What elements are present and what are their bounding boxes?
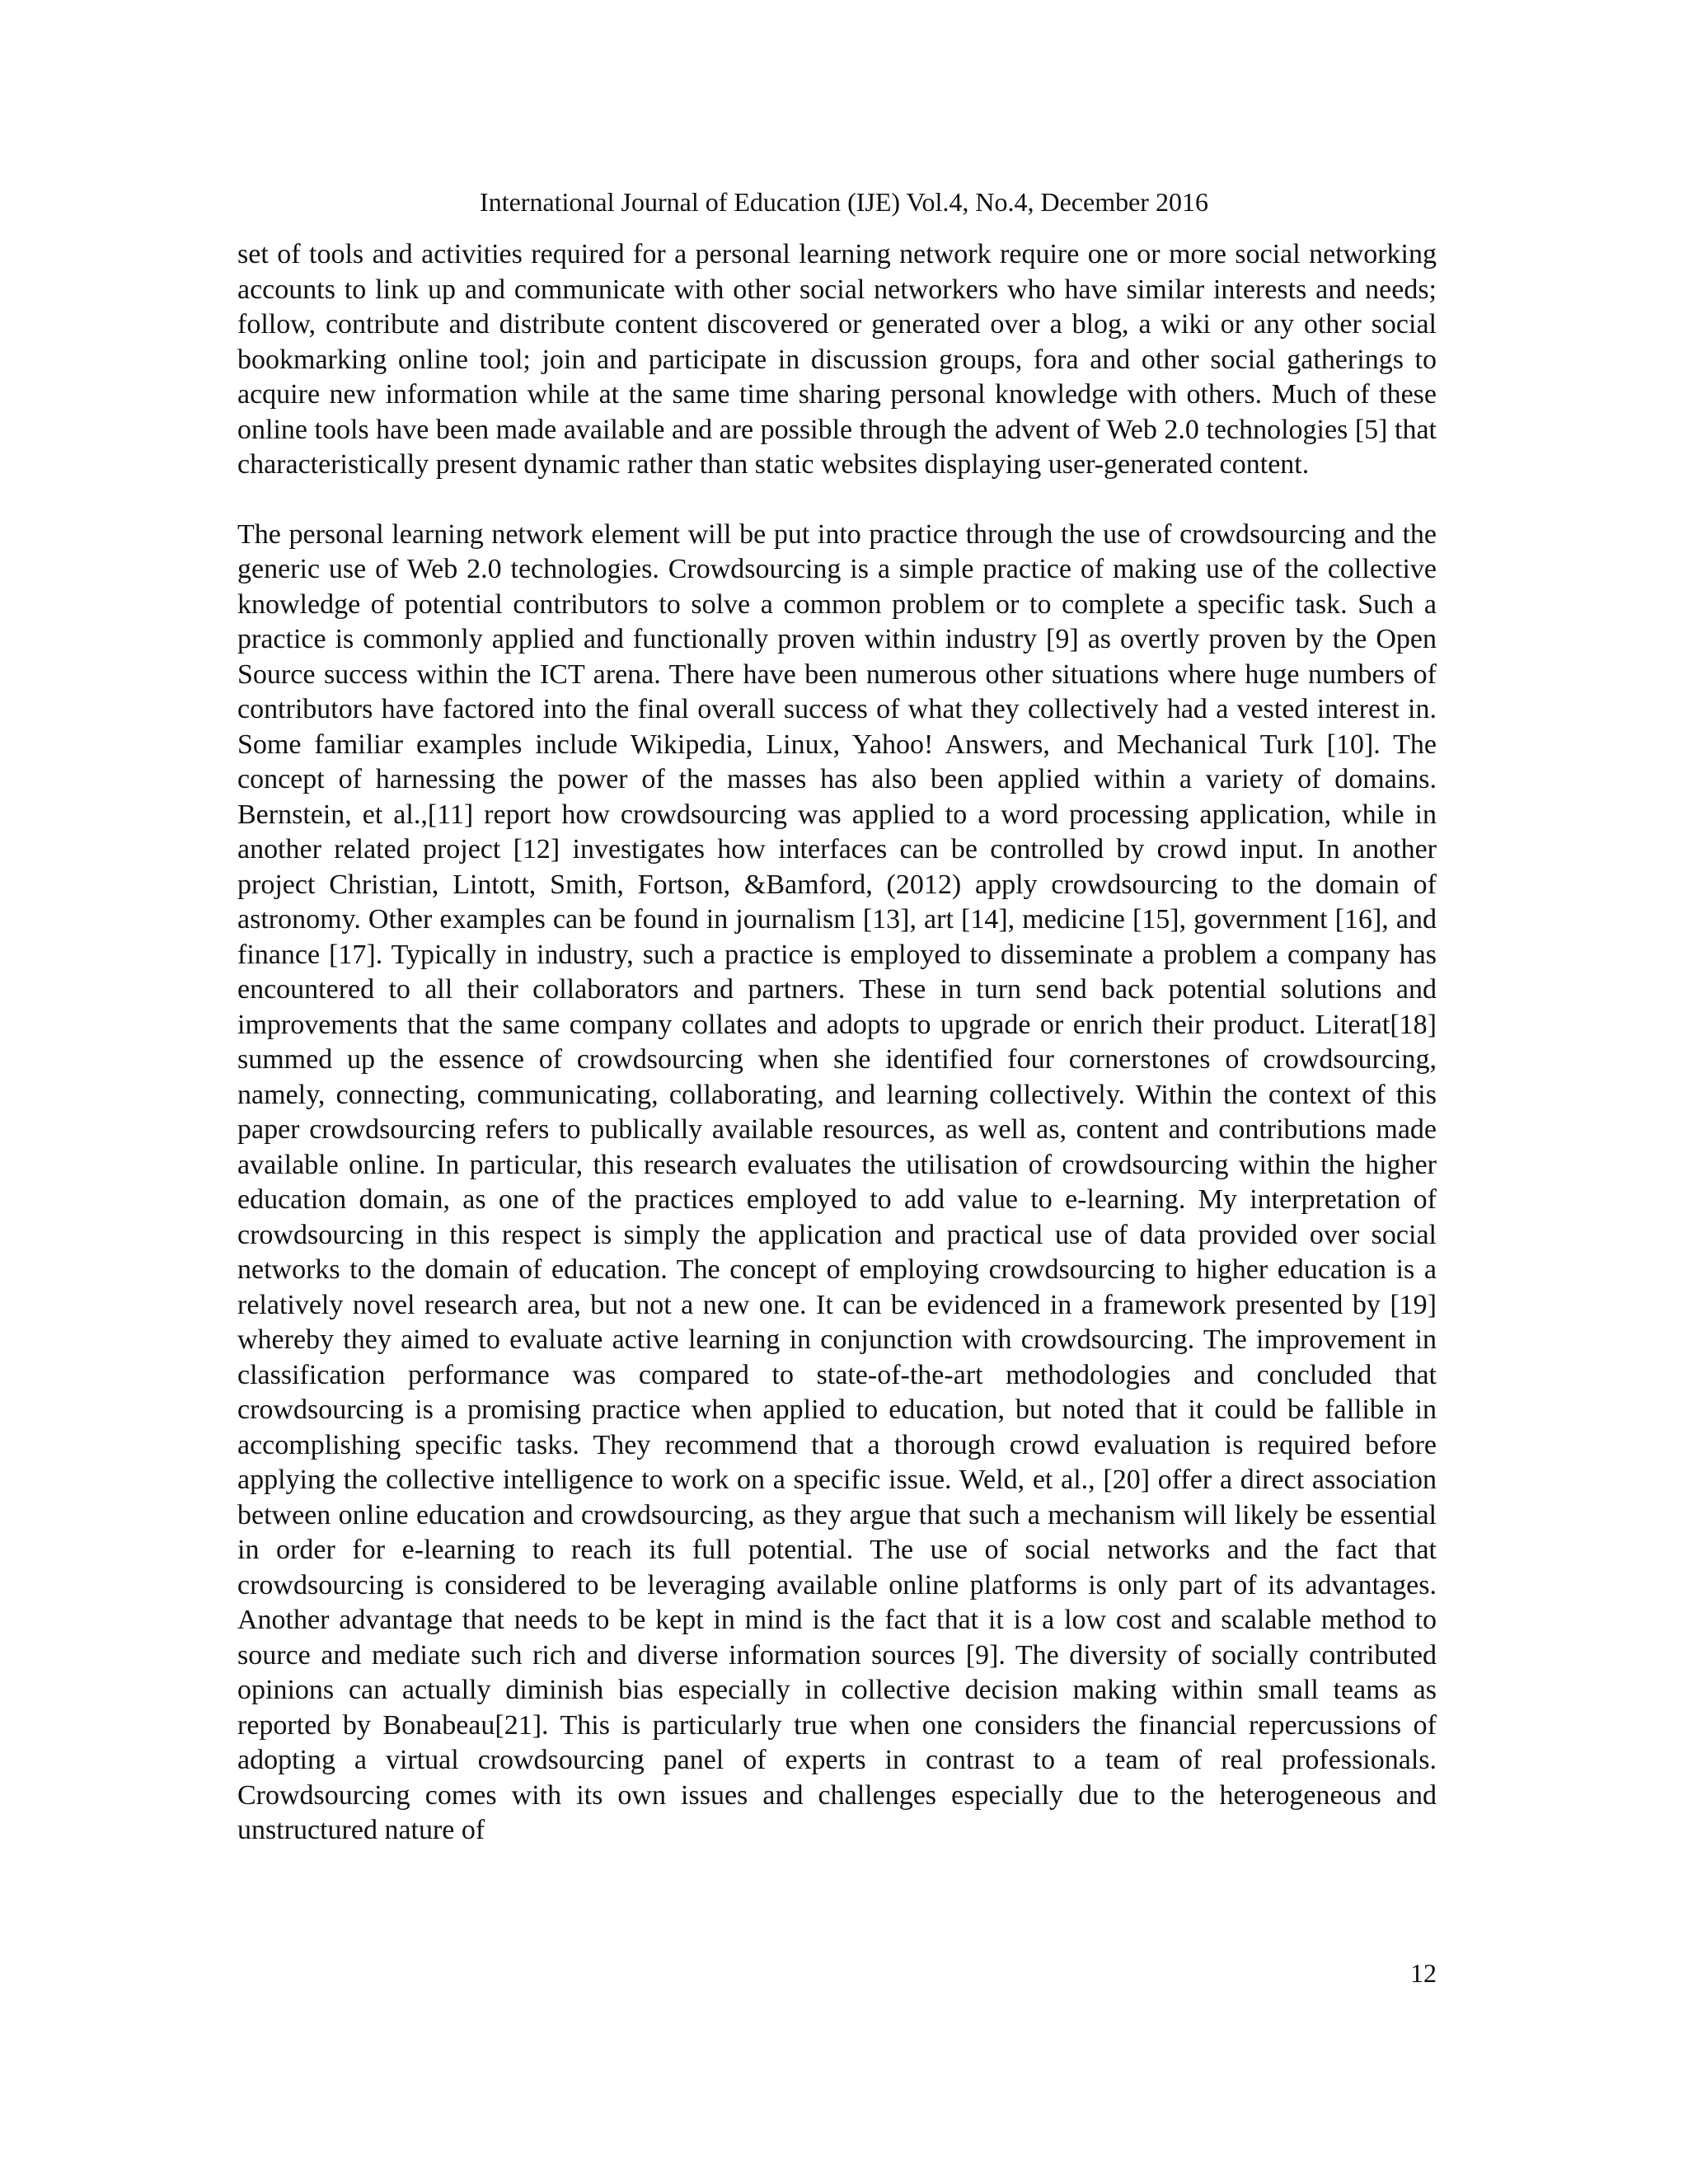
paragraph-2: The personal learning network element will be put into practice through the use of crowdsourcing and the generic use of Web 2.0 technologies. Crowdsourcing is a simple practice of making use of the collective knowledge of potential contributors to solve a common problem or to complete a specific task. Such a practice is commonly applied and functionally proven within industry [9] as overtly proven by the Open Source success within the ICT arena. There have been numerous other situations where huge numbers of contributors have factored into the final overall success of what they collectively had a vested interest in. Some familiar examples include Wikipedia, Linux, Yahoo! Answers, and Mechanical Turk [10]. The concept of harnessing the power of the masses has also been applied within a variety of domains. Bernstein, et al.,[11] report how crowdsourcing was applied to a word processing application, while in another related project [12] investigates how interfaces can be controlled by crowd input. In another project Christian, Lintott, Smith, Fortson, &Bamford, (2012) apply crowdsourcing to the domain of astronomy. Other examples can be found in journalism [13], art [14], medicine [15], government [16], and finance [17]. Typically in industry, such a practice is employed to disseminate a problem a company has encountered to all their collaborators and partners. These in turn send back potential solutions and improvements that the same company collates and adopts to upgrade or enrich their product. Literat[18] summed up the essence of crowdsourcing when she identified four cornerstones of crowdsourcing, namely, connecting, communicating, collaborating, and learning collectively. Within the context of this paper crowdsourcing refers to publically available resources, as well as, content and contributions made available online. In particular, this research evaluates the utilisation of crowdsourcing within the higher education domain, as one of the practices employed to add value to e-learning. My interpretation of crowdsourcing in this respect is simply the application and practical use of data provided over social networks to the domain of education. The concept of employing crowdsourcing to higher education is a relatively novel research area, but not a new one. It can be evidenced in a framework presented by [19] whereby they aimed to evaluate active learning in conjunction with crowdsourcing. The improvement in classification performance was compared to state-of-the-art methodologies and concluded that crowdsourcing is a promising practice when applied to education, but noted that it could be fallible in accomplishing specific tasks. They recommend that a thorough crowd evaluation is required before applying the collective intelligence to work on a specific issue. Weld, et al., [20] offer a direct association between online education and crowdsourcing, as they argue that such a mechanism will likely be essential in order for e-learning to reach its full potential. The use of social networks and the fact that crowdsourcing is considered to be leveraging available online platforms is only part of its advantages. Another advantage that needs to be kept in mind is the fact that it is a low cost and scalable method to source and mediate such rich and diverse information sources [9]. The diversity of socially contributed opinions can actually diminish bias especially in collective decision making within small teams as reported by Bonabeau[21]. This is particularly true when one considers the financial repercussions of adopting a virtual crowdsourcing panel of experts in contrast to a team of real professionals. Crowdsourcing comes with its own issues and challenges especially due to the heterogeneous and unstructured nature of <box>237 518 1437 1845</box>
running-header: International Journal of Education (IJE) Vol.4, No.4, December 2016 <box>480 187 1208 217</box>
page-number: 12 <box>1410 1958 1437 1988</box>
body-text <box>237 237 1437 1849</box>
paragraph-1: set of tools and activities required for a personal learning network require one or more social networking accounts to link up and communicate with other social networkers who have similar interests and needs; follow, contribute and distribute content discovered or generated over a blog, a wiki or any other social bookmarking online tool; join and participate in discussion groups, fora and other social gatherings to acquire new information while at the same time sharing personal knowledge with others. Much of these online tools have been made available and are possible through the advent of Web 2.0 technologies [5] that characteristically present dynamic rather than static websites displaying user-generated content. <box>237 239 1437 480</box>
